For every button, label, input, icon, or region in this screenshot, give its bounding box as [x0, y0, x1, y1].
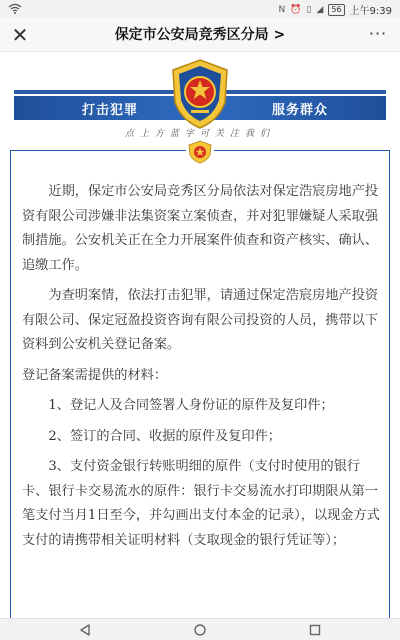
- signal-icon: ◢: [316, 4, 324, 15]
- title-bar: [0, 18, 400, 52]
- alarm-icon: ⏰: [290, 4, 302, 15]
- back-icon[interactable]: [78, 623, 92, 637]
- list-item: 3、支付资金银行转账明细的原件（支付时使用的银行卡、银行卡交易流水的原件：银行卡交易流水打印期限从第一笔支付当月1日至今，并勾画出支付本金的记录），以现金方式支付的请携带相关证明材料（支取现金的银行凭证等）；: [22, 459, 380, 548]
- police-emblem-icon: [169, 58, 231, 130]
- list-item: 2、签订的合同、收据的原件及复印件；: [48, 428, 281, 444]
- close-icon[interactable]: ✕: [11, 23, 29, 47]
- wifi-icon: [8, 3, 22, 14]
- article-content[interactable]: [0, 52, 400, 618]
- page-title[interactable]: 保定市公安局竞秀区分局 >: [114, 27, 286, 43]
- slogan-right: 服务群众: [272, 103, 329, 118]
- paragraph: 近期，保定市公安局竞秀区分局依法对保定浩宸房地产投资有限公司涉嫌非法集资案立案侦查，并对犯罪嫌疑人采取强制措施。公安机关正在全力开展案件侦查和资产核实、确认、追缴工作。: [22, 184, 379, 273]
- clock: 上午9:39: [349, 6, 392, 17]
- more-icon[interactable]: ···: [368, 24, 388, 43]
- paragraph: 登记备案需提供的材料：: [22, 367, 168, 383]
- recent-apps-icon[interactable]: [308, 623, 322, 637]
- slogan-left: 打击犯罪: [82, 103, 139, 118]
- small-emblem-icon: [186, 140, 214, 164]
- home-icon[interactable]: [193, 623, 207, 637]
- article-body: [22, 180, 382, 559]
- system-nav-bar: [0, 618, 400, 640]
- paragraph: 为查明案情，依法打击犯罪，请通过保定浩宸房地产投资有限公司、保定冠盈投资咨询有限公司投资的人员，携带以下资料到公安机关登记备案。: [22, 288, 379, 352]
- status-bar: [0, 0, 400, 18]
- follow-hint: 点上方蓝字可关注我们: [124, 129, 275, 139]
- vibrate-icon: ▯: [306, 4, 312, 15]
- list-item: 1、登记人及合同签署人身份证的原件及复印件；: [48, 398, 334, 413]
- nfc-icon: N: [278, 4, 286, 15]
- battery-indicator: 56: [328, 4, 344, 16]
